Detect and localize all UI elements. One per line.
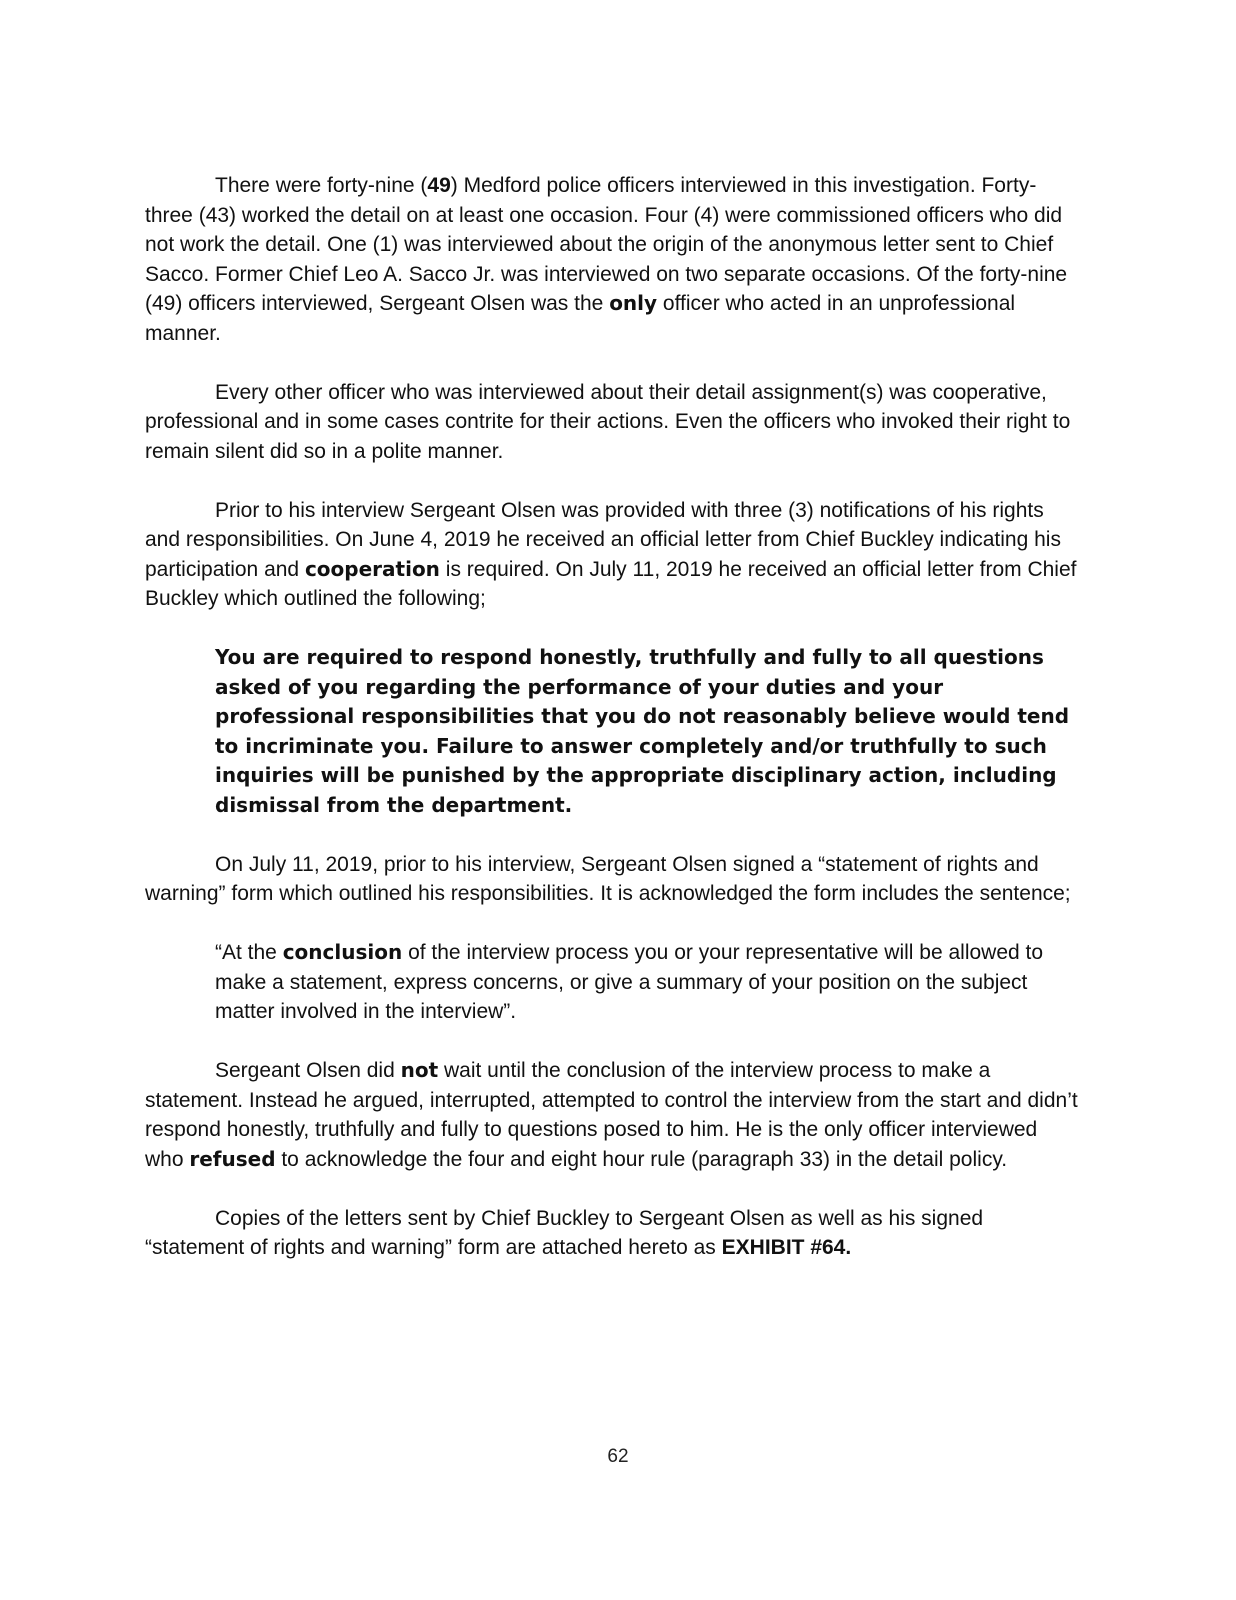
page-body bbox=[145, 171, 1080, 1292]
emphasis-conclusion: conclusion bbox=[282, 940, 403, 964]
text: Copies of the letters sent by Chief Buckley to Sergeant Olsen as well as his signed “statement of rights and warning” form are attached hereto as bbox=[145, 1206, 984, 1259]
text: officer who acted in an unprofessional manner. bbox=[145, 292, 1016, 345]
exhibit-label: EXHIBIT #64. bbox=[721, 1236, 852, 1259]
text: “At the bbox=[215, 941, 283, 964]
emphasis-only: only bbox=[609, 291, 658, 315]
paragraph-statement-of-rights bbox=[145, 850, 1080, 909]
text: ) Medford police officers interviewed in this investigation. Forty-three (43) worked the detail on at least one occasion. Four (4) were commissioned officers who did not work the detail. One (1) was interviewed about the origin of the anonymous letter sent to Chief Sacco. Former Chief Leo A. Sacco Jr. was interviewed on two separate occasions. Of the forty-nine (49) officers interviewed, Sergeant Olsen was the bbox=[145, 174, 1068, 315]
text: There were forty-nine ( bbox=[215, 174, 428, 197]
emphasis-cooperation: cooperation bbox=[304, 556, 440, 581]
emphasis-refused: refused bbox=[189, 1146, 276, 1171]
emphasis-not: not bbox=[400, 1058, 439, 1082]
paragraph-olsen-conduct bbox=[145, 1056, 1080, 1174]
page-number: 62 bbox=[607, 1446, 629, 1467]
text: Sergeant Olsen did bbox=[215, 1059, 401, 1082]
paragraph-officers-interviewed bbox=[145, 171, 1080, 348]
paragraph-other-officers bbox=[145, 378, 1080, 467]
text: Prior to his interview Sergeant Olsen was provided with three (3) notifications of his rights and responsibilities. On June 4, 2019 he received an official letter from Chief Buckley indicating his participation and bbox=[145, 498, 1061, 581]
emphasis-49: 49 bbox=[427, 174, 451, 197]
text: wait until the conclusion of the interview process to make a statement. Instead he argued, interrupted, attempted to control the interview from the start and didn’t respond honestly, truthfully and fully to questions posed to him. He is the only officer interviewed who bbox=[145, 1059, 1078, 1171]
text: is required. On July 11, 2019 he received an official letter from Chief Buckley which outlined the following; bbox=[145, 557, 1077, 610]
text: to acknowledge the four and eight hour rule (paragraph 33) in the detail policy. bbox=[275, 1147, 1008, 1171]
text: of the interview process you or your representative will be allowed to make a statement, express concerns, or give a summary of your position on the subject matter involved in the interview”. bbox=[215, 941, 1044, 1023]
quote-letter-requirements: You are required to respond honestly, truthfully and fully to all questions asked of you regarding the performance of your duties and your professional responsibilities that you do not reasonably believe would tend to incriminate you. Failure to answer completely and/or truthfully to such inquiries will be punished by the appropriate disciplinary action, including dismissal from the department. bbox=[215, 645, 1070, 817]
paragraph-exhibit-reference bbox=[145, 1204, 1080, 1263]
text: Every other officer who was interviewed about their detail assignment(s) was cooperative, professional and in some cases contrite for their actions. Even the officers who invoked their right to remain silent did so in a polite manner. bbox=[145, 380, 1071, 463]
quote-conclusion-statement bbox=[215, 938, 1075, 1027]
paragraph-prior-notifications bbox=[145, 496, 1080, 614]
text: On July 11, 2019, prior to his interview, Sergeant Olsen signed a “statement of rights and warning” form which outlined his responsibilities. It is acknowledged the form includes the sentence; bbox=[145, 852, 1071, 905]
